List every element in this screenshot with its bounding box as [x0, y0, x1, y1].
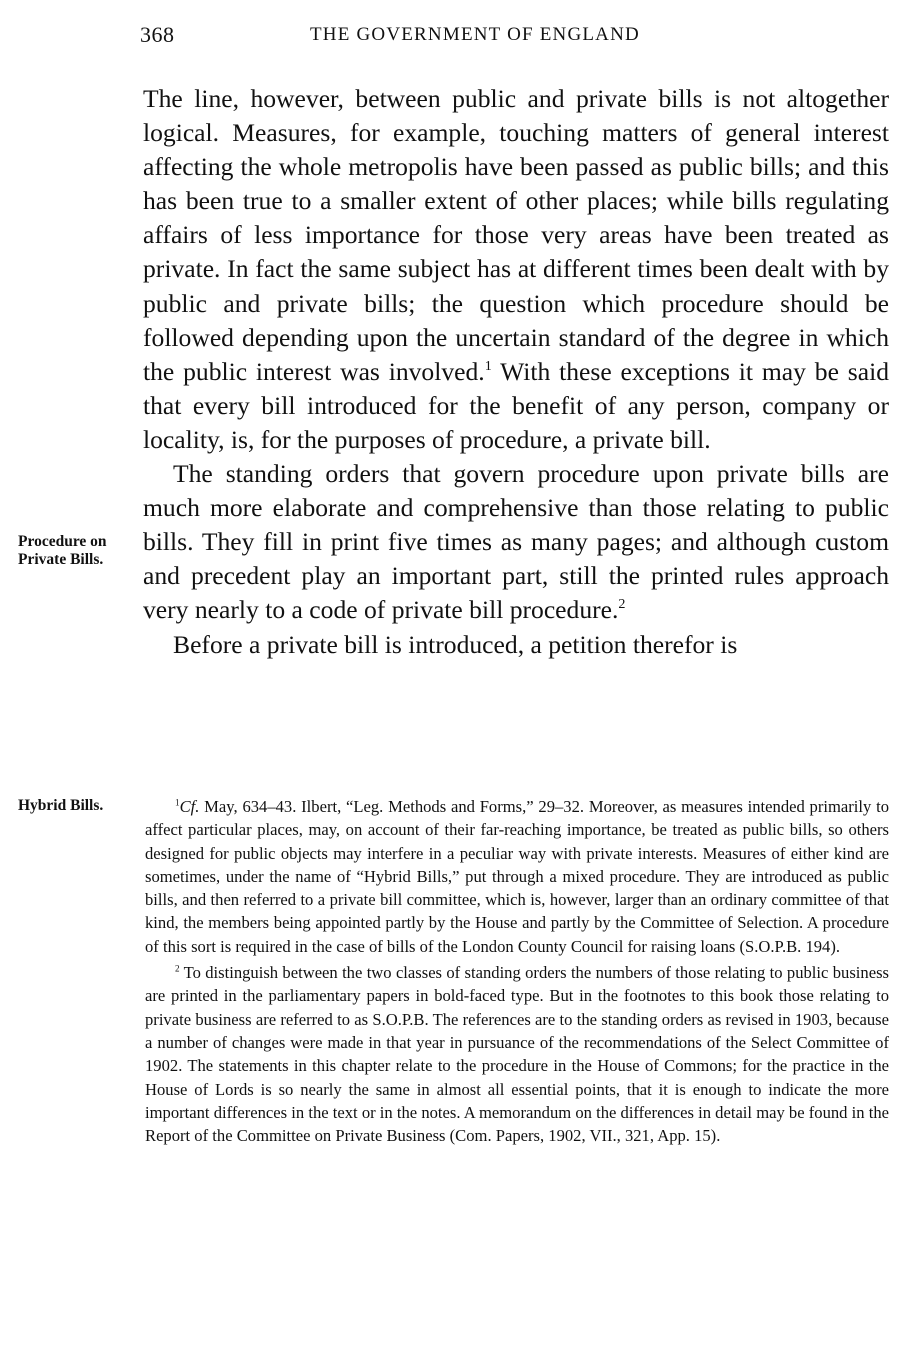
paragraph-1-text: The line, however, between public and private bills is not altogether logical. Measures, for example, touching matters of general interest affecting the whole metropolis have been passed as public bills; and this has been true to a smaller extent of other places; while bills regulating affairs of less importance for those very areas have been treated as private. In fact the same subject has at different times been dealt with by public and private bills; the question which procedure should be followed depending upon the uncertain standard of the degree in which the public interest was involved.	[143, 84, 889, 386]
paragraph-1-continuation: With these exceptions it may be said that every bill introduced for the benefit of any person, company or locality, is, for the purposes of procedure, a private bill.	[143, 356, 889, 454]
footnote-1-cf: Cf.	[179, 797, 200, 816]
running-head: THE GOVERNMENT OF ENGLAND	[310, 24, 640, 45]
footnote-1	[145, 795, 889, 958]
paragraph-3-text: Before a private bill is introduced, a petition therefor is	[173, 629, 738, 659]
footnote-2	[145, 961, 889, 1147]
paragraph-1	[143, 82, 889, 457]
footnote-2-text: To distinguish between the two classes of standing orders the numbers of those relating to public business are printed in the parliamentary papers in bold-faced type. But in the footnotes to this book those relating to private business are referred to as S.O.P.B. The references are to the standing orders as revised in 1903, because a number of changes were made in that year in pursuance of the recommendations of the Select Committee of 1902. The statements in this chapter relate to the procedure in the House of Commons; for the practice in the House of Lords is so nearly the same in almost all essential points, that it is enough to indicate the more important differences in the text or in the notes. A memorandum on the differences in detail may be found in the Report of the Committee on Private Business (Com. Papers, 1902, VII., 321, App. 15).	[145, 963, 889, 1146]
main-text	[143, 82, 889, 662]
sidenote-hybrid-bills: Hybrid Bills.	[18, 797, 104, 814]
paragraph-2	[143, 457, 889, 627]
paragraph-2-text: The standing orders that govern procedure upon private bills are much more elaborate and comprehensive than those relating to public bills. They fill in print five times as many pages; and although custom and precedent play an important part, still the printed rules approach very nearly to a code of private bill procedure.	[143, 459, 889, 625]
footnote-1-marker: 1	[175, 797, 180, 808]
sidenote-procedure-on-private-bills: Procedure on Private Bills.	[18, 533, 107, 568]
footnote-ref-2: 2	[618, 596, 626, 613]
footnotes	[145, 795, 889, 1147]
footnote-1-text: May, 634–43. Ilbert, “Leg. Methods and Forms,” 29–32. Moreover, as measures intended primarily to affect particular places, may, on account of their far-reaching importance, be treated as public bills, so others designed for public objects may interfere in a peculiar way with private interests. Measures of either kind are sometimes, under the name of “Hybrid Bills,” put through a mixed procedure. They are introduced as public bills, and then referred to a private bill committee, which is, however, larger than an ordinary committee of that kind, the members being appointed partly by the House and partly by the Committee of Selection. A procedure of this sort is required in the case of bills of the London County Council for raising loans (S.O.P.B. 194).	[145, 797, 889, 956]
footnote-2-marker: 2	[175, 963, 180, 974]
paragraph-3	[143, 628, 889, 662]
page-number: 368	[140, 22, 175, 47]
footnote-ref-1: 1	[484, 357, 492, 374]
